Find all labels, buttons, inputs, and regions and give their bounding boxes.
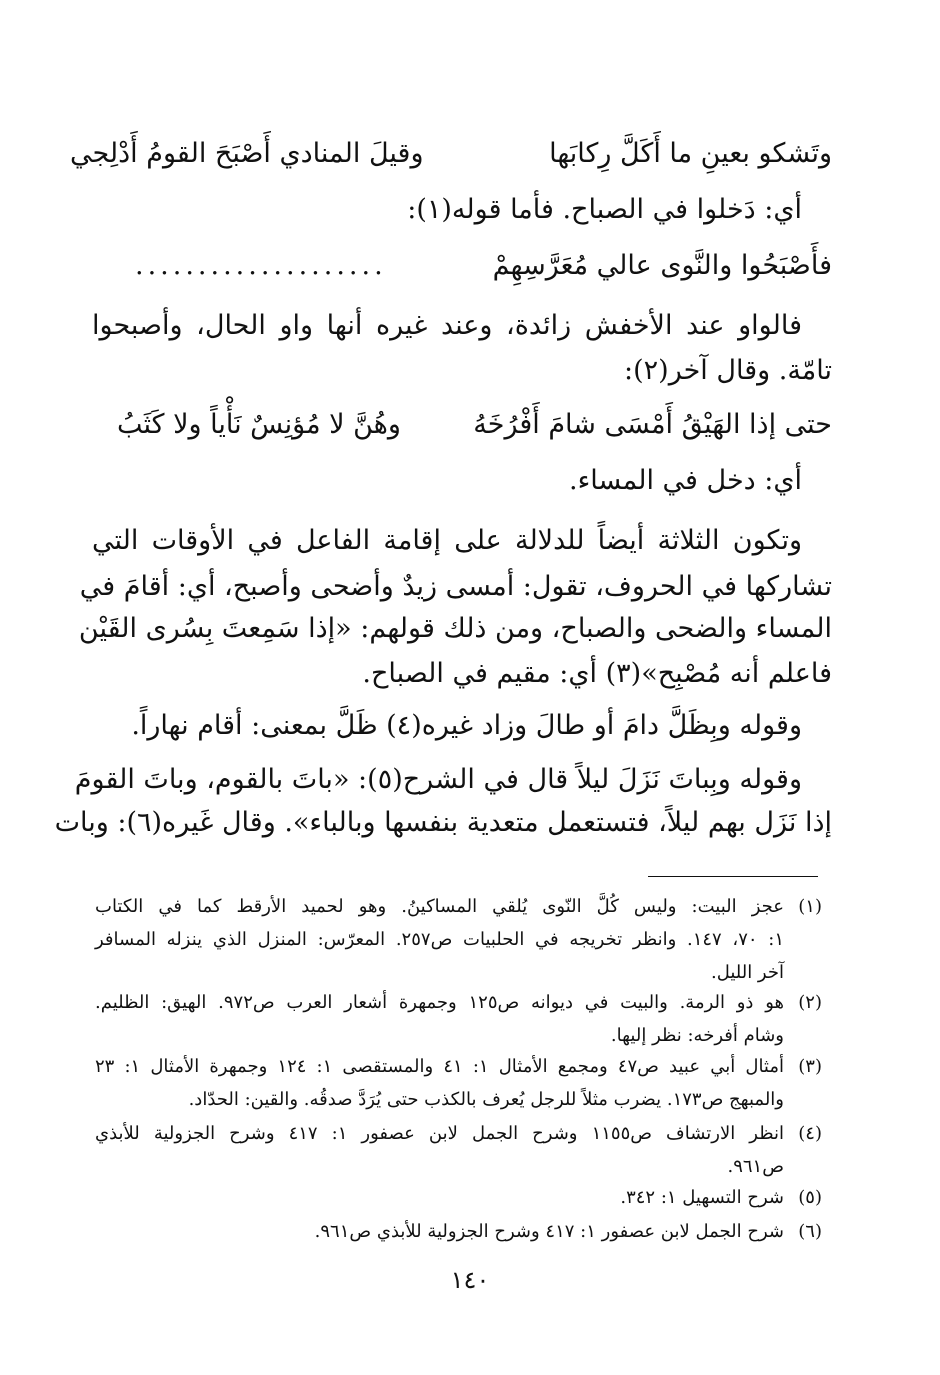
footnote-number: (٢) [798, 992, 822, 1013]
footnote-1-line-2: ١: ٧٠، ١٤٧. وانظر تخريجه في الحلبيات ص٢٥٧. المعرّس: المنزل الذي ينزله المسافر [95, 929, 784, 950]
paragraph-2-line-3: المساء والضحى والصباح، ومن ذلك قولهم: «إذا سَمِعتَ بِسُرى القَيْن [78, 613, 832, 644]
footnote-5-line-1: شرح التسهيل ١: ٣٤٢. [620, 1187, 784, 1208]
footnote-3-line-1: أمثال أبي عبيد ص٤٧ ومجمع الأمثال ١: ٤١ والمستقصى ١: ١٢٤ وجمهرة الأمثال ١: ٢٣ [95, 1056, 785, 1077]
verse-3-first-hemistich: حتى إذا الهَيْقُ أَمْسَى شامَ أَفْرُخَهُ [473, 409, 832, 440]
footnote-4 [95, 1117, 822, 1183]
footnote-1-line-1: عجز البيت: وليس كُلَّ النّوى يُلقي المساكينُ. وهو لحميد الأرقط كما في الكتاب [95, 896, 784, 917]
verse-1-first-hemistich: وتَشكو بعينِ ما أَكَلَّ رِكابَها [549, 138, 832, 169]
footnote-3 [95, 1050, 822, 1116]
footnote-number: (٦) [798, 1221, 822, 1242]
page-number: ١٤٠ [450, 1266, 490, 1294]
verse-2-first-hemistich: فأَصْبَحُوا والنَّوى عالي مُعَرَّسِهِمْ [492, 250, 832, 281]
explanation-line-1: أي: دَخلوا في الصباح. فأما قوله(١): [407, 194, 802, 225]
footnote-4-line-1: انظر الارتشاف ص١١٥٥ وشرح الجمل لابن عصفور ١: ٤١٧ وشرح الجزولية للأبذي [95, 1123, 784, 1144]
footnote-number: (٤) [798, 1123, 822, 1144]
footnote-number: (٣) [798, 1056, 822, 1077]
footnote-6-line-1: شرح الجمل لابن عصفور ١: ٤١٧ وشرح الجزولية للأبذي ص٩٦١. [314, 1221, 784, 1242]
paragraph-3: وقوله وبِظَلَّ دامَ أو طالَ وزاد غيره(٤) ظَلَّ بمعنى: أقام نهاراً. [131, 710, 802, 741]
footnote-3-line-2: والمبهج ص١٧٣. يضرب مثلاً للرجل يُعرف بالكذب حتى يُرَدَّ صدقُه. والقين: الحدّاد. [188, 1089, 784, 1110]
footnote-6 [95, 1215, 822, 1248]
footnote-1 [95, 890, 822, 989]
footnote-5 [95, 1181, 822, 1214]
verse-1-second-hemistich: وقيلَ المنادي أَصْبَحَ القومُ أَدْلِجي [70, 138, 424, 169]
verse-3-second-hemistich: وهُنَّ لا مُؤنِسٌ نَأْياً ولا كَثَبُ [117, 409, 401, 440]
paragraph-1-line-2: تامّة. وقال آخر(٢): [624, 355, 832, 386]
paragraph-4-line-2: إذا نَزَل بهم ليلاً، فتستعمل متعدية بنفسها وبالباء». وقال غَيره(٦): وبات [54, 807, 832, 838]
verse-2-ellipsis: .................... [135, 250, 387, 281]
footnote-number: (١) [798, 896, 822, 917]
footnote-4-line-2: ص٩٦١. [727, 1156, 784, 1177]
verse-2 [95, 246, 832, 286]
paragraph-1-line-1: فالواو عند الأخفش زائدة، وعند غيره أنها واو الحال، وأصبحوا [92, 310, 802, 341]
paragraph-2-line-2: تشاركها في الحروف، تقول: أمسى زيدٌ وأضحى وأصبح، أي: أقامَ في [79, 571, 832, 602]
verse-1 [70, 134, 832, 174]
footnote-separator [648, 876, 818, 877]
footnote-2 [95, 986, 822, 1052]
footnote-number: (٥) [798, 1187, 822, 1208]
footnote-2-line-2: وشام أفرخه: نظر إليها. [610, 1025, 784, 1046]
footnote-1-line-3: آخر الليل. [710, 962, 784, 983]
paragraph-2-line-4: فاعلم أنه مُصْبِح»(٣) أي: مقيم في الصباح. [362, 658, 832, 689]
explanation-line-2: أي: دخل في المساء. [569, 465, 802, 496]
verse-3 [95, 405, 832, 445]
paragraph-2-line-1: وتكون الثلاثة أيضاً للدلالة على إقامة الفاعل في الأوقات التي [92, 525, 802, 556]
paragraph-4-line-1: وقوله وبِباتَ نَزَلَ ليلاً قال في الشرح(٥): «باتَ بالقوم، وباتَ القومَ [74, 764, 802, 795]
footnote-2-line-1: هو ذو الرمة. والبيت في ديوانه ص١٢٥ وجمهرة أشعار العرب ص٩٧٢. الهيق: الظليم. [95, 992, 784, 1013]
